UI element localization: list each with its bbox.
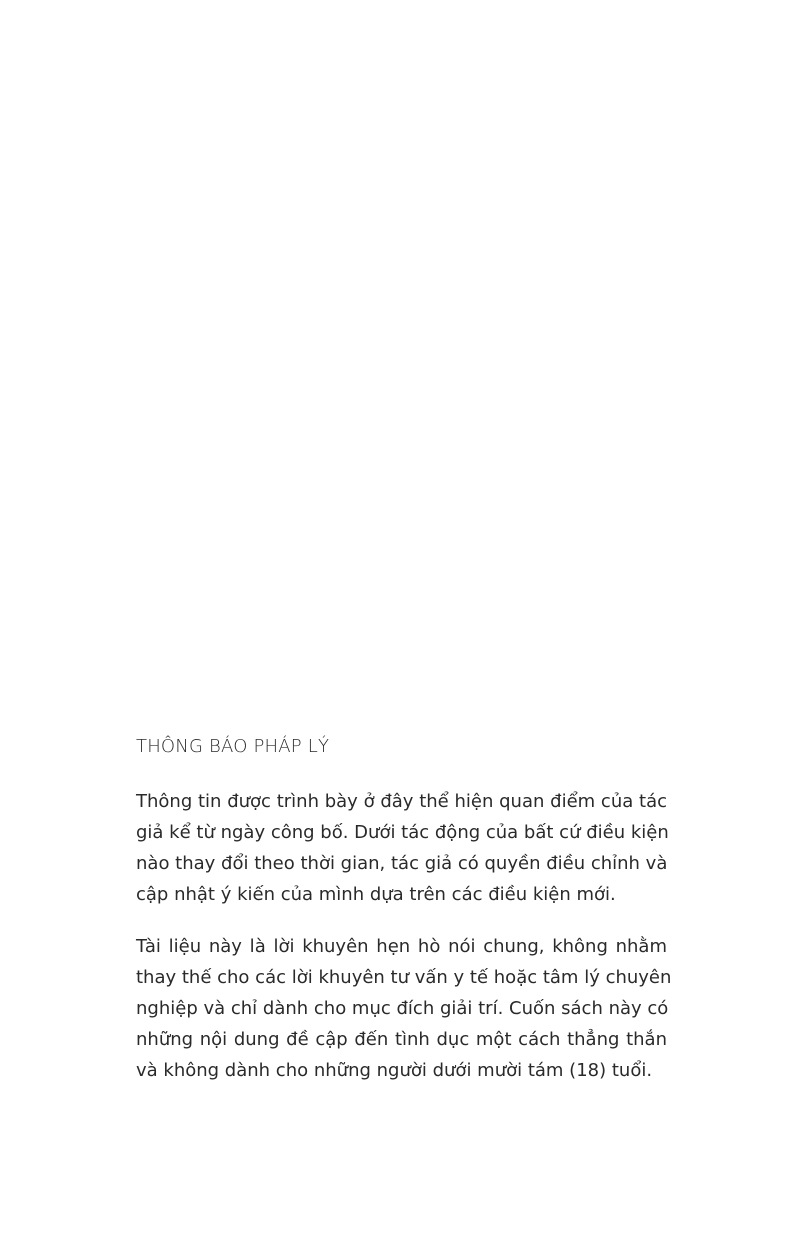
text-line: và không dành cho những người dưới mười tám (18) tuổi. <box>136 1060 653 1081</box>
text-line: Thông tin được trình bày ở đây thể hiện quan điểm của tác <box>136 791 667 812</box>
paragraph-opinion-disclaimer <box>136 786 667 910</box>
text-line: giả kể từ ngày công bố. Dưới tác động của bất cứ điều kiện <box>136 822 669 843</box>
paragraph-advice-disclaimer <box>136 931 672 1086</box>
text-line: cập nhật ý kiến của mình dựa trên các điều kiện mới. <box>136 884 616 905</box>
text-line: Tài liệu này là lời khuyên hẹn hò nói chung, không nhằm <box>136 936 667 957</box>
legal-notice-heading: THÔNG BÁO PHÁP LÝ <box>136 736 330 757</box>
text-line: nào thay đổi theo thời gian, tác giả có quyền điều chỉnh và <box>136 853 668 874</box>
text-line: thay thế cho các lời khuyên tư vấn y tế hoặc tâm lý chuyên <box>136 967 672 988</box>
text-line: những nội dung đề cập đến tình dục một cách thẳng thắn <box>136 1029 667 1050</box>
text-line: nghiệp và chỉ dành cho mục đích giải trí. Cuốn sách này có <box>136 998 669 1019</box>
